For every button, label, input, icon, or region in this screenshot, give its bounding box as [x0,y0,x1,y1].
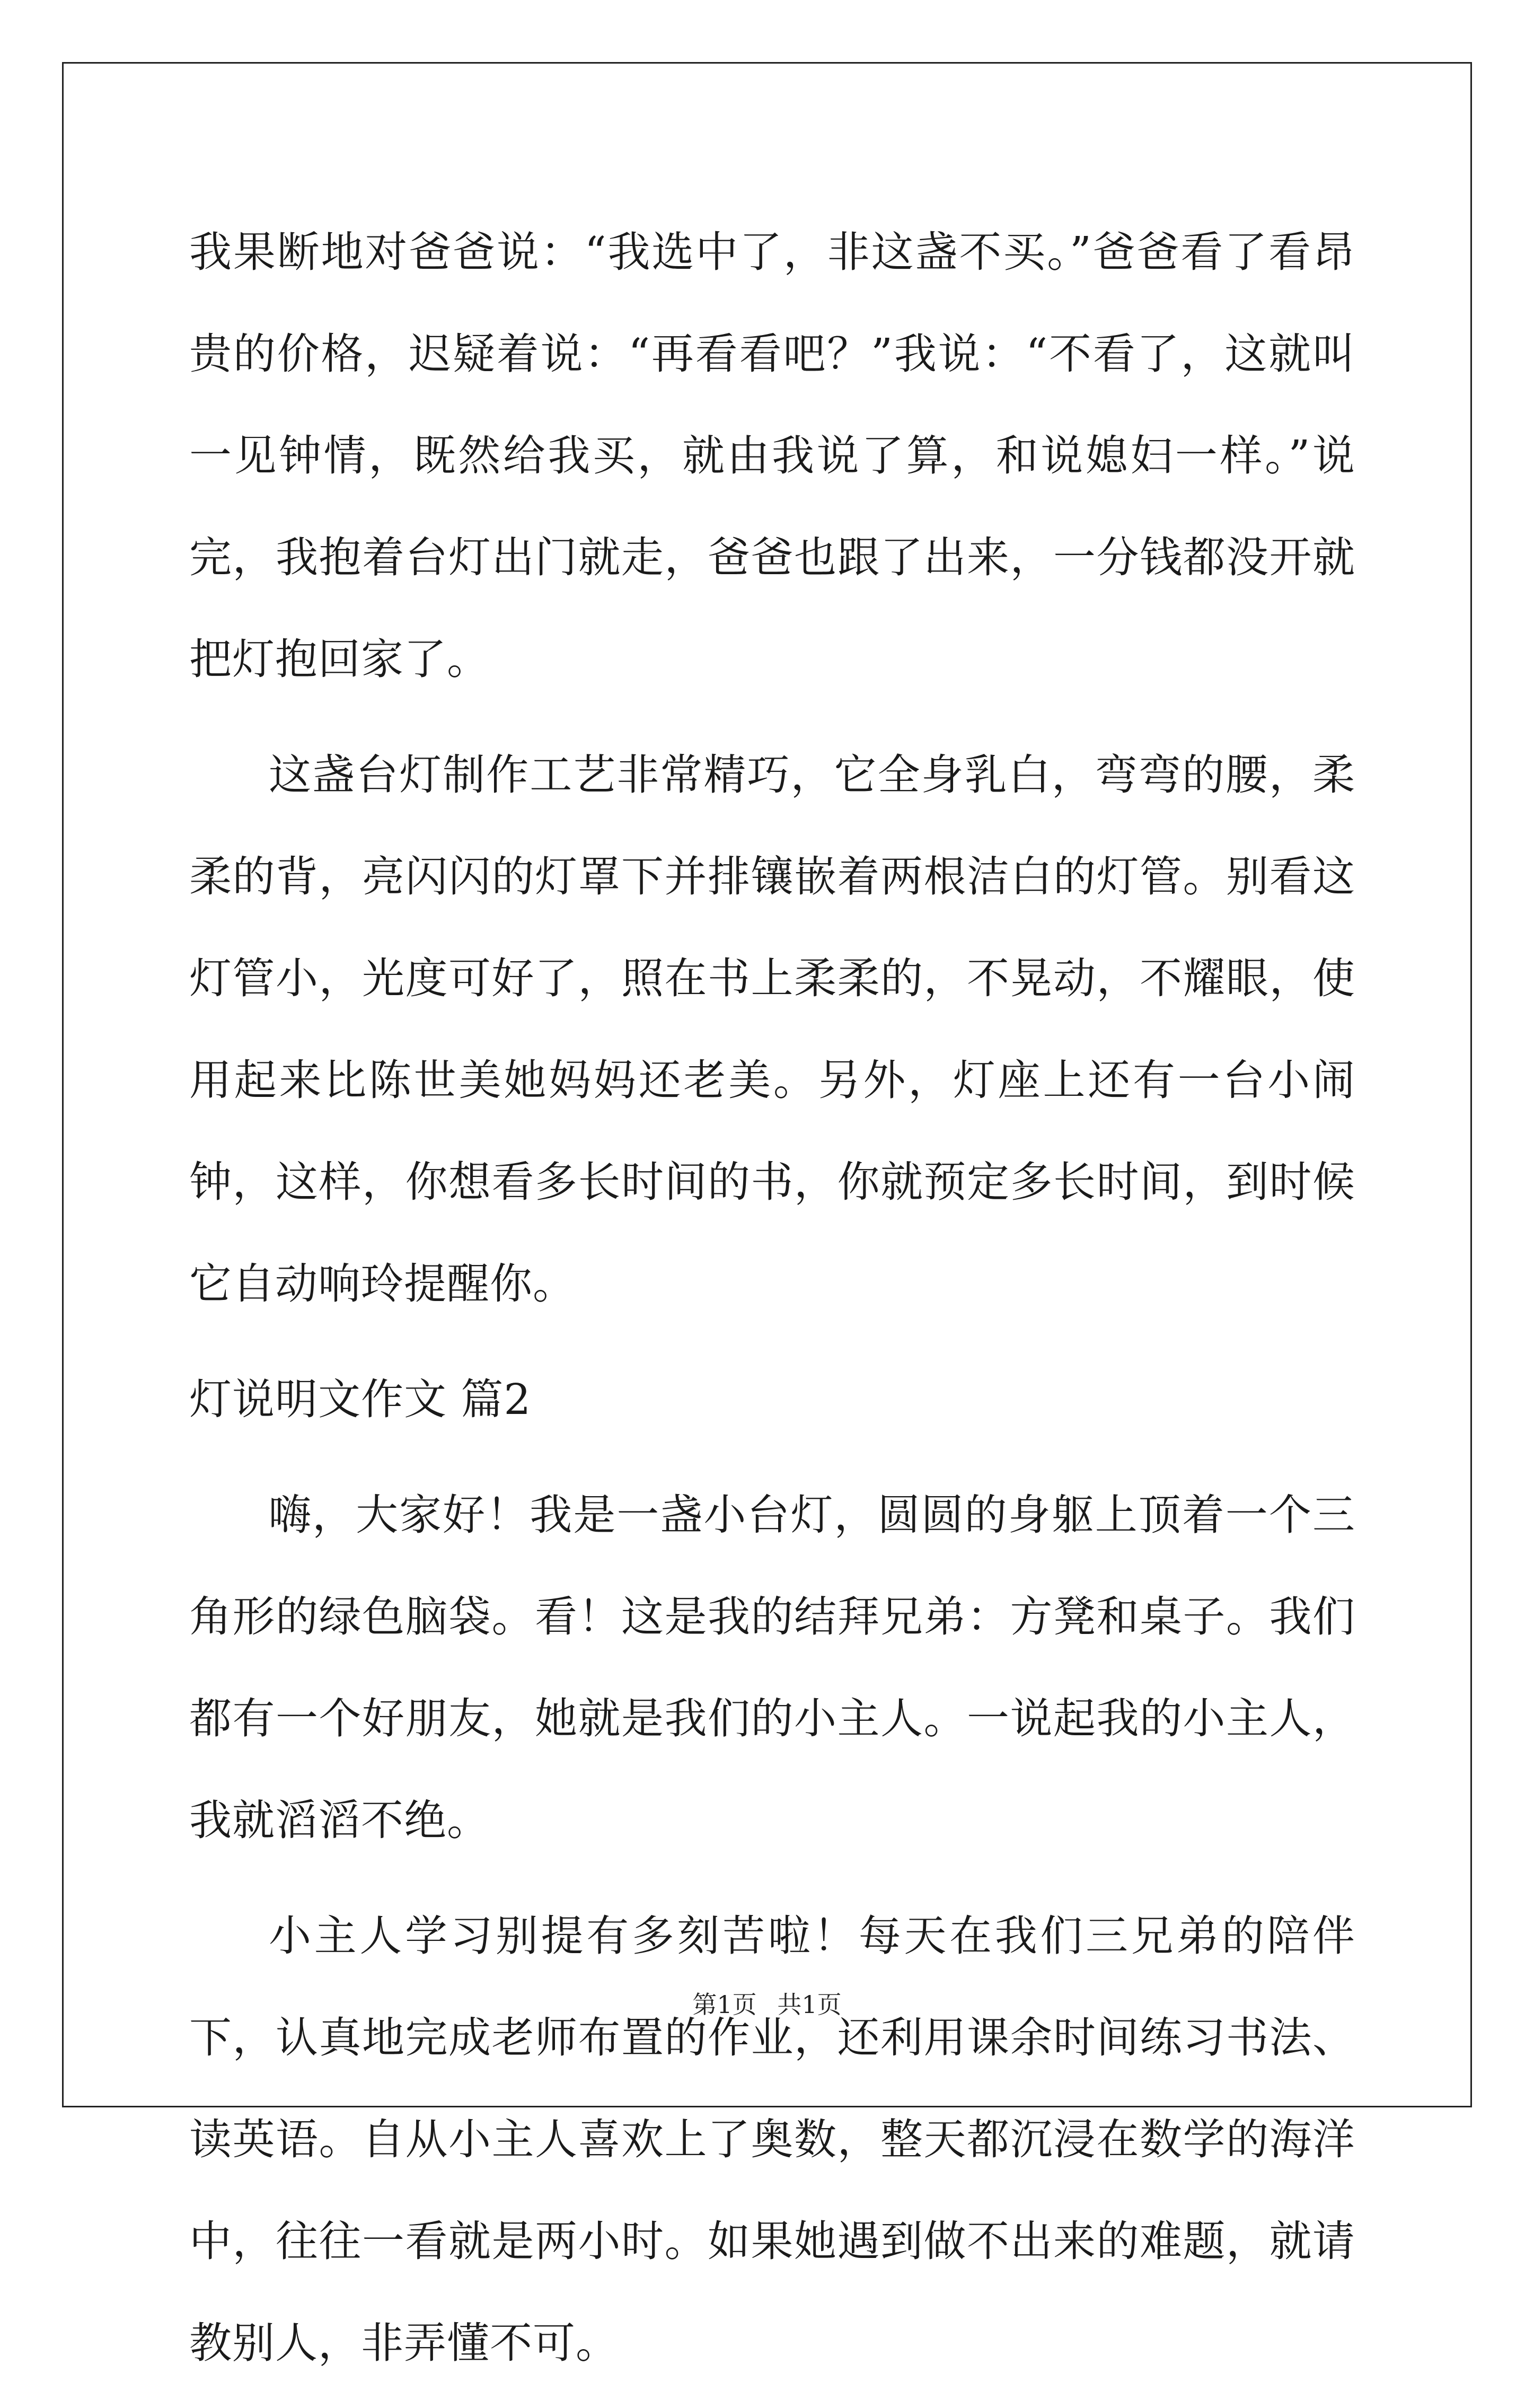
page-total: 共1页 [777,1990,842,2019]
paragraph-1: 我果断地对爸爸说：“我选中了，非这盏不买。”爸爸看了看昂贵的价格，迟疑着说：“再看看吧？”我说：“不看了，这就叫一见钟情，既然给我买，就由我说了算，和说媳妇一样。”说完，我抱着台灯出门就走，爸爸也跟了出来，一分钱都没开就把灯抱回家了。 [189,227,1355,684]
paragraph-2: 这盏台灯制作工艺非常精巧，它全身乳白，弯弯的腰，柔柔的背，亮闪闪的灯罩下并排镶嵌着两根洁白的灯管。别看这灯管小，光度可好了，照在书上柔柔的，不晃动，不耀眼，使用起来比陈世美她妈妈还老美。另外，灯座上还有一台小闹钟，这样，你想看多长时间的书，你就预定多长时间，到时候它自动响玲提醒你。 [189,750,1355,1308]
paragraph-4: 小主人学习别提有多刻苦啦！每天在我们三兄弟的陪伴下，认真地完成老师布置的作业，还利用课余时间练习书法、读英语。自从小主人喜欢上了奥数，整天都沉浸在数学的海洋中，往往一看就是两小时。如果她遇到做不出来的难题，就请教别人，非弄懂不可。 [189,1911,1355,2368]
page-number: 第1页 [692,1990,757,2019]
paragraph-3: 嗨，大家好！我是一盏小台灯，圆圆的身躯上顶着一个三角形的绿色脑袋。看！这是我的结拜兄弟：方凳和桌子。我们都有一个好朋友，她就是我们的小主人。一说起我的小主人，我就滔滔不绝。 [189,1490,1355,1845]
page-footer [0,1985,1534,2020]
section-heading: 灯说明文作文 篇2 [189,1375,532,1424]
document-body [189,201,1355,2408]
